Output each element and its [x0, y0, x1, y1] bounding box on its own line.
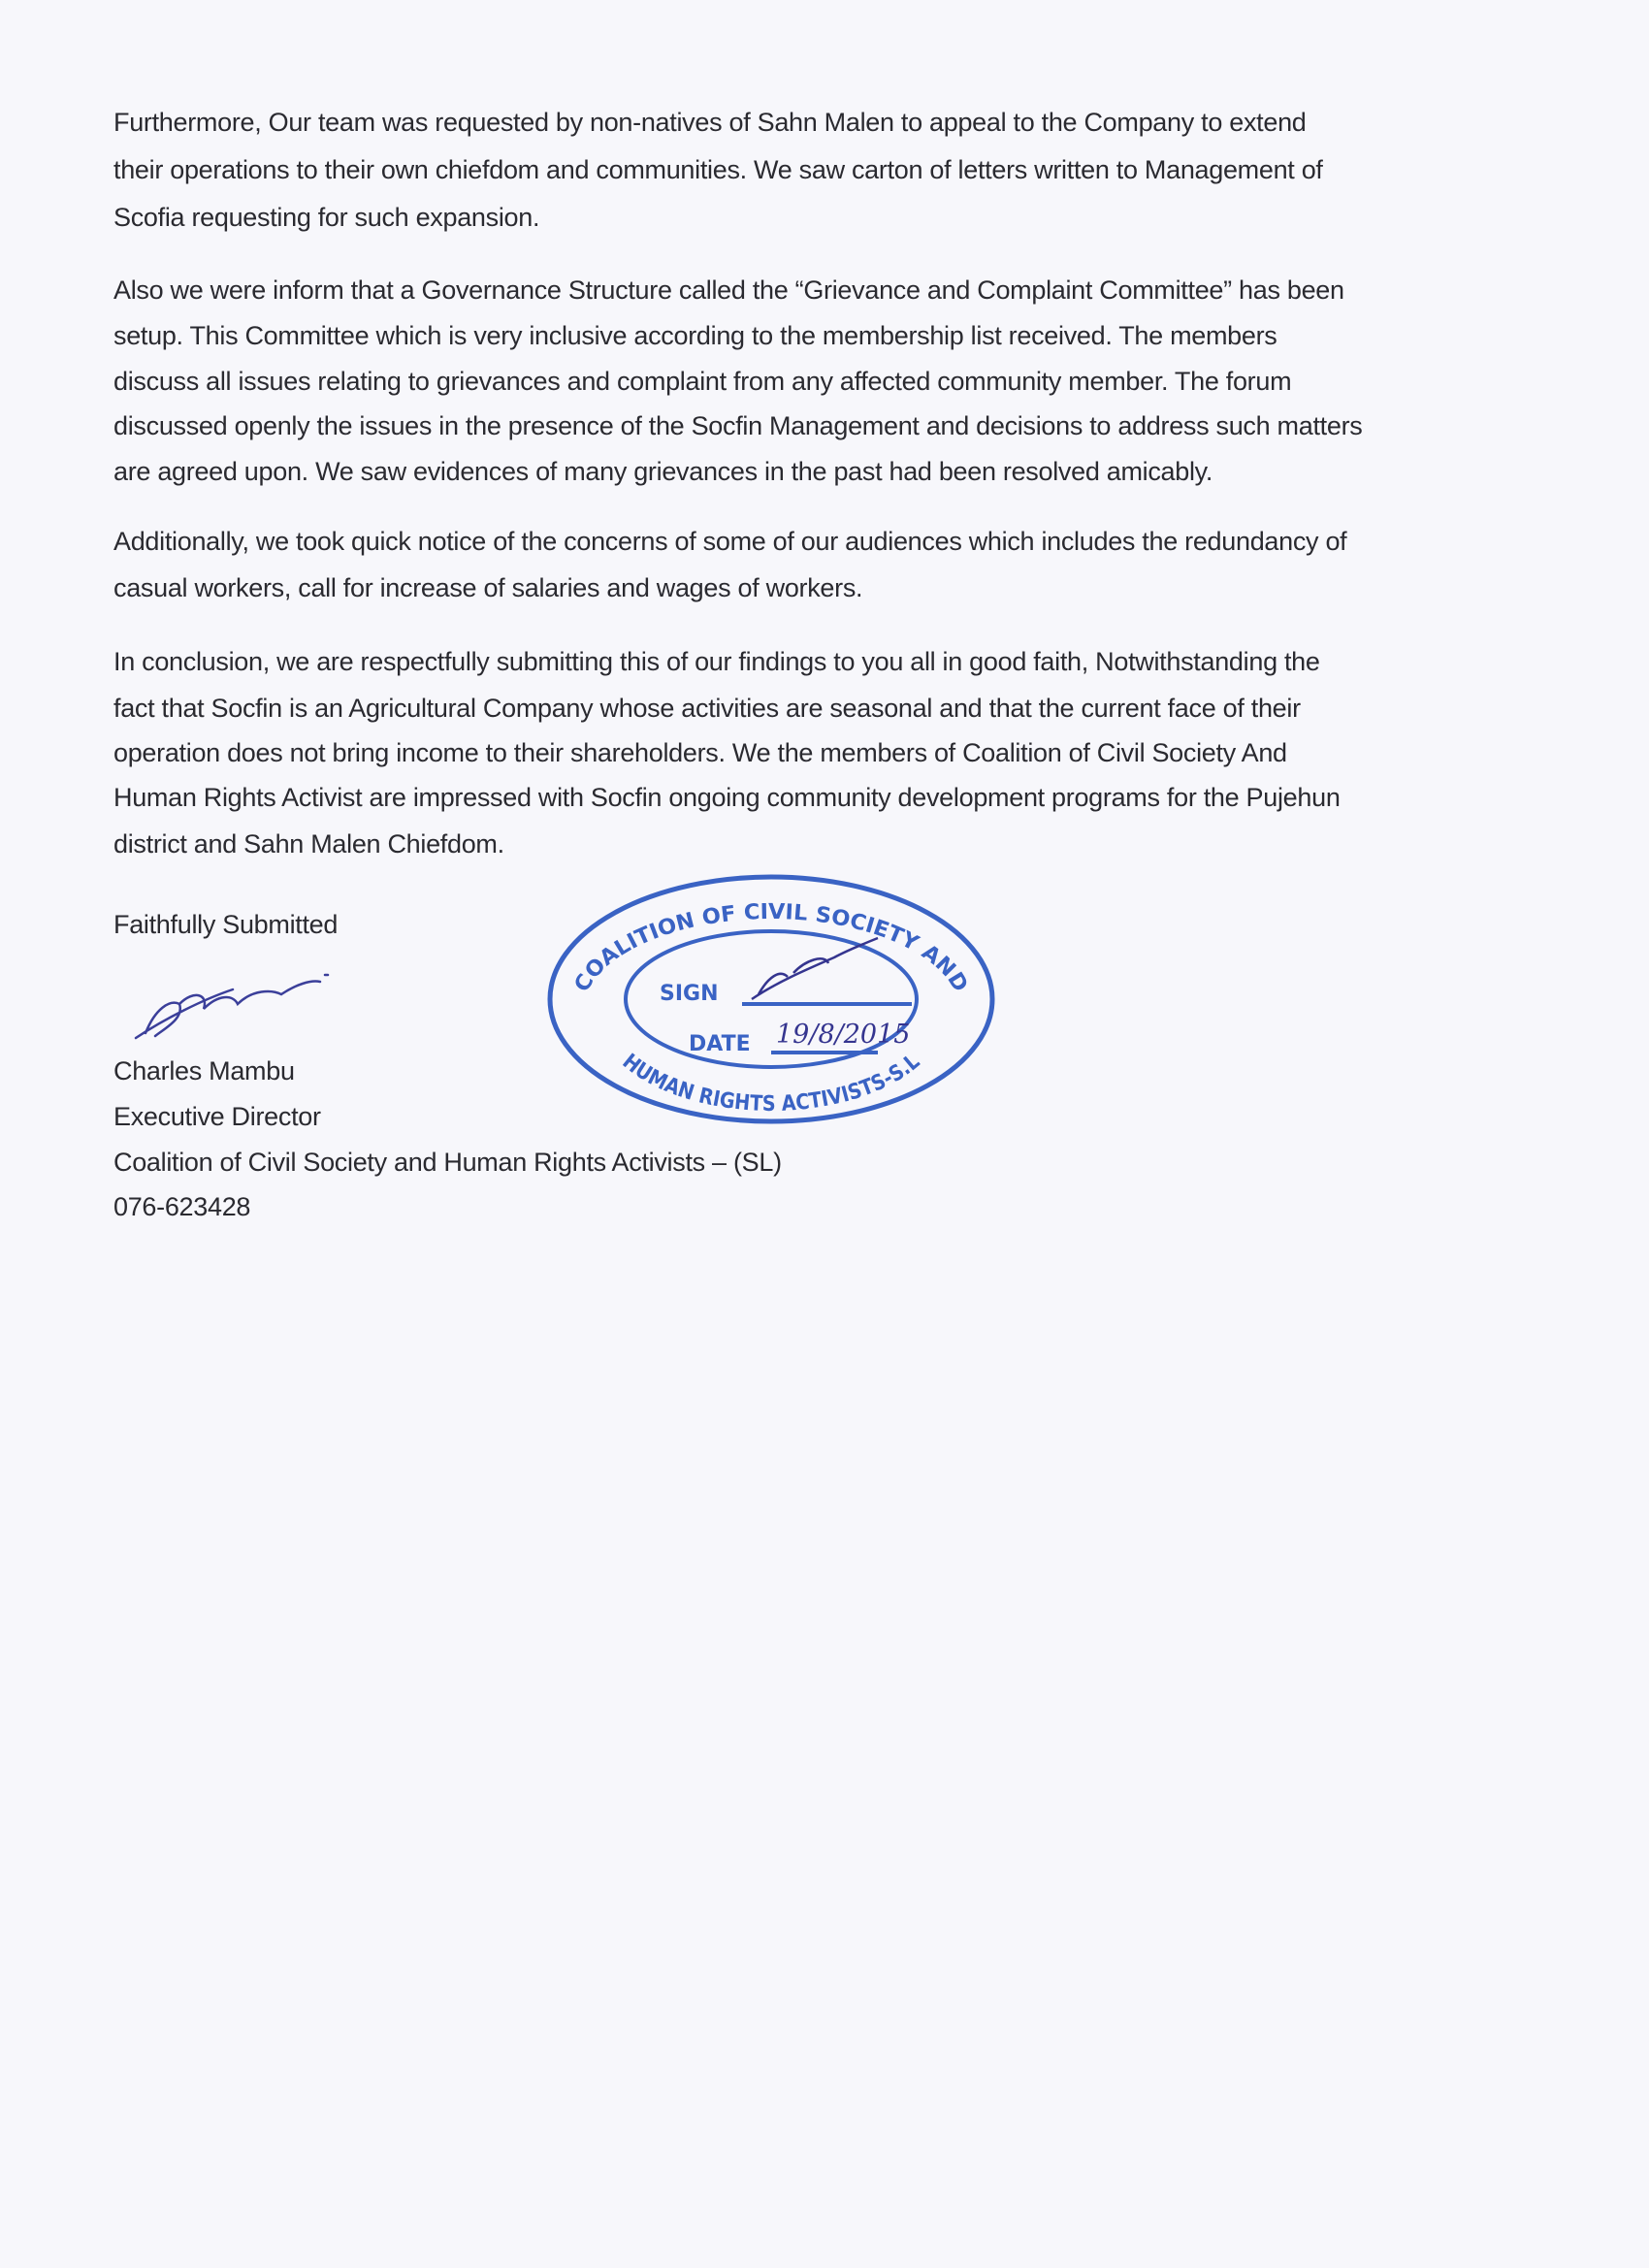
- paragraph-1-line: Furthermore, Our team was requested by non-natives of Sahn Malen to appeal to the Company to extend: [113, 108, 1307, 137]
- paragraph-4-line: In conclusion, we are respectfully submitting this of our findings to you all in good faith, Notwithstanding the: [113, 647, 1320, 676]
- stamp-date-value: 19/8/2015: [776, 1020, 911, 1050]
- paragraph-3-line: casual workers, call for increase of salaries and wages of workers.: [113, 573, 863, 602]
- paragraph-2-line: discuss all issues relating to grievances and complaint from any affected community member. The forum: [113, 367, 1292, 396]
- handwritten-signature: [126, 960, 359, 1048]
- stamp-date-label: DATE: [689, 1032, 751, 1056]
- organization-stamp: [543, 868, 999, 1130]
- paragraph-2-line: discussed openly the issues in the presence of the Socfin Management and decisions to address such matters: [113, 411, 1363, 440]
- stamp-top-text: COALITION OF CIVIL SOCIETY AND: [569, 899, 973, 997]
- paragraph-2-line: are agreed upon. We saw evidences of many grievances in the past had been resolved amicably.: [113, 457, 1213, 486]
- signatory-phone: 076-623428: [113, 1192, 251, 1221]
- stamp-bottom-text: HUMAN RIGHTS ACTIVISTS-S.L: [617, 1048, 926, 1118]
- signatory-title: Executive Director: [113, 1102, 321, 1131]
- paragraph-2-line: Also we were inform that a Governance Structure called the “Grievance and Complaint Committee” has been: [113, 275, 1344, 305]
- paragraph-1-line: Scofia requesting for such expansion.: [113, 203, 540, 232]
- signatory-name: Charles Mambu: [113, 1056, 295, 1085]
- closing: Faithfully Submitted: [113, 910, 339, 939]
- paragraph-4-line: district and Sahn Malen Chiefdom.: [113, 829, 504, 859]
- paragraph-3-line: Additionally, we took quick notice of the concerns of some of our audiences which includes the redundancy of: [113, 527, 1347, 556]
- paragraph-4-line: Human Rights Activist are impressed with Socfin ongoing community development programs for the Pujehun: [113, 783, 1341, 812]
- stamp-sign-label: SIGN: [660, 982, 719, 1006]
- paragraph-4-line: operation does not bring income to their shareholders. We the members of Coalition of Civil Society And: [113, 738, 1287, 767]
- paragraph-2-line: setup. This Committee which is very inclusive according to the membership list received. The members: [113, 321, 1277, 350]
- paragraph-1-line: their operations to their own chiefdom and communities. We saw carton of letters written to Management of: [113, 155, 1323, 184]
- paragraph-4-line: fact that Socfin is an Agricultural Company whose activities are seasonal and that the current face of their: [113, 694, 1301, 723]
- stamp-handwritten-signature: [752, 938, 878, 999]
- signatory-organization: Coalition of Civil Society and Human Rights Activists – (SL): [113, 1148, 782, 1177]
